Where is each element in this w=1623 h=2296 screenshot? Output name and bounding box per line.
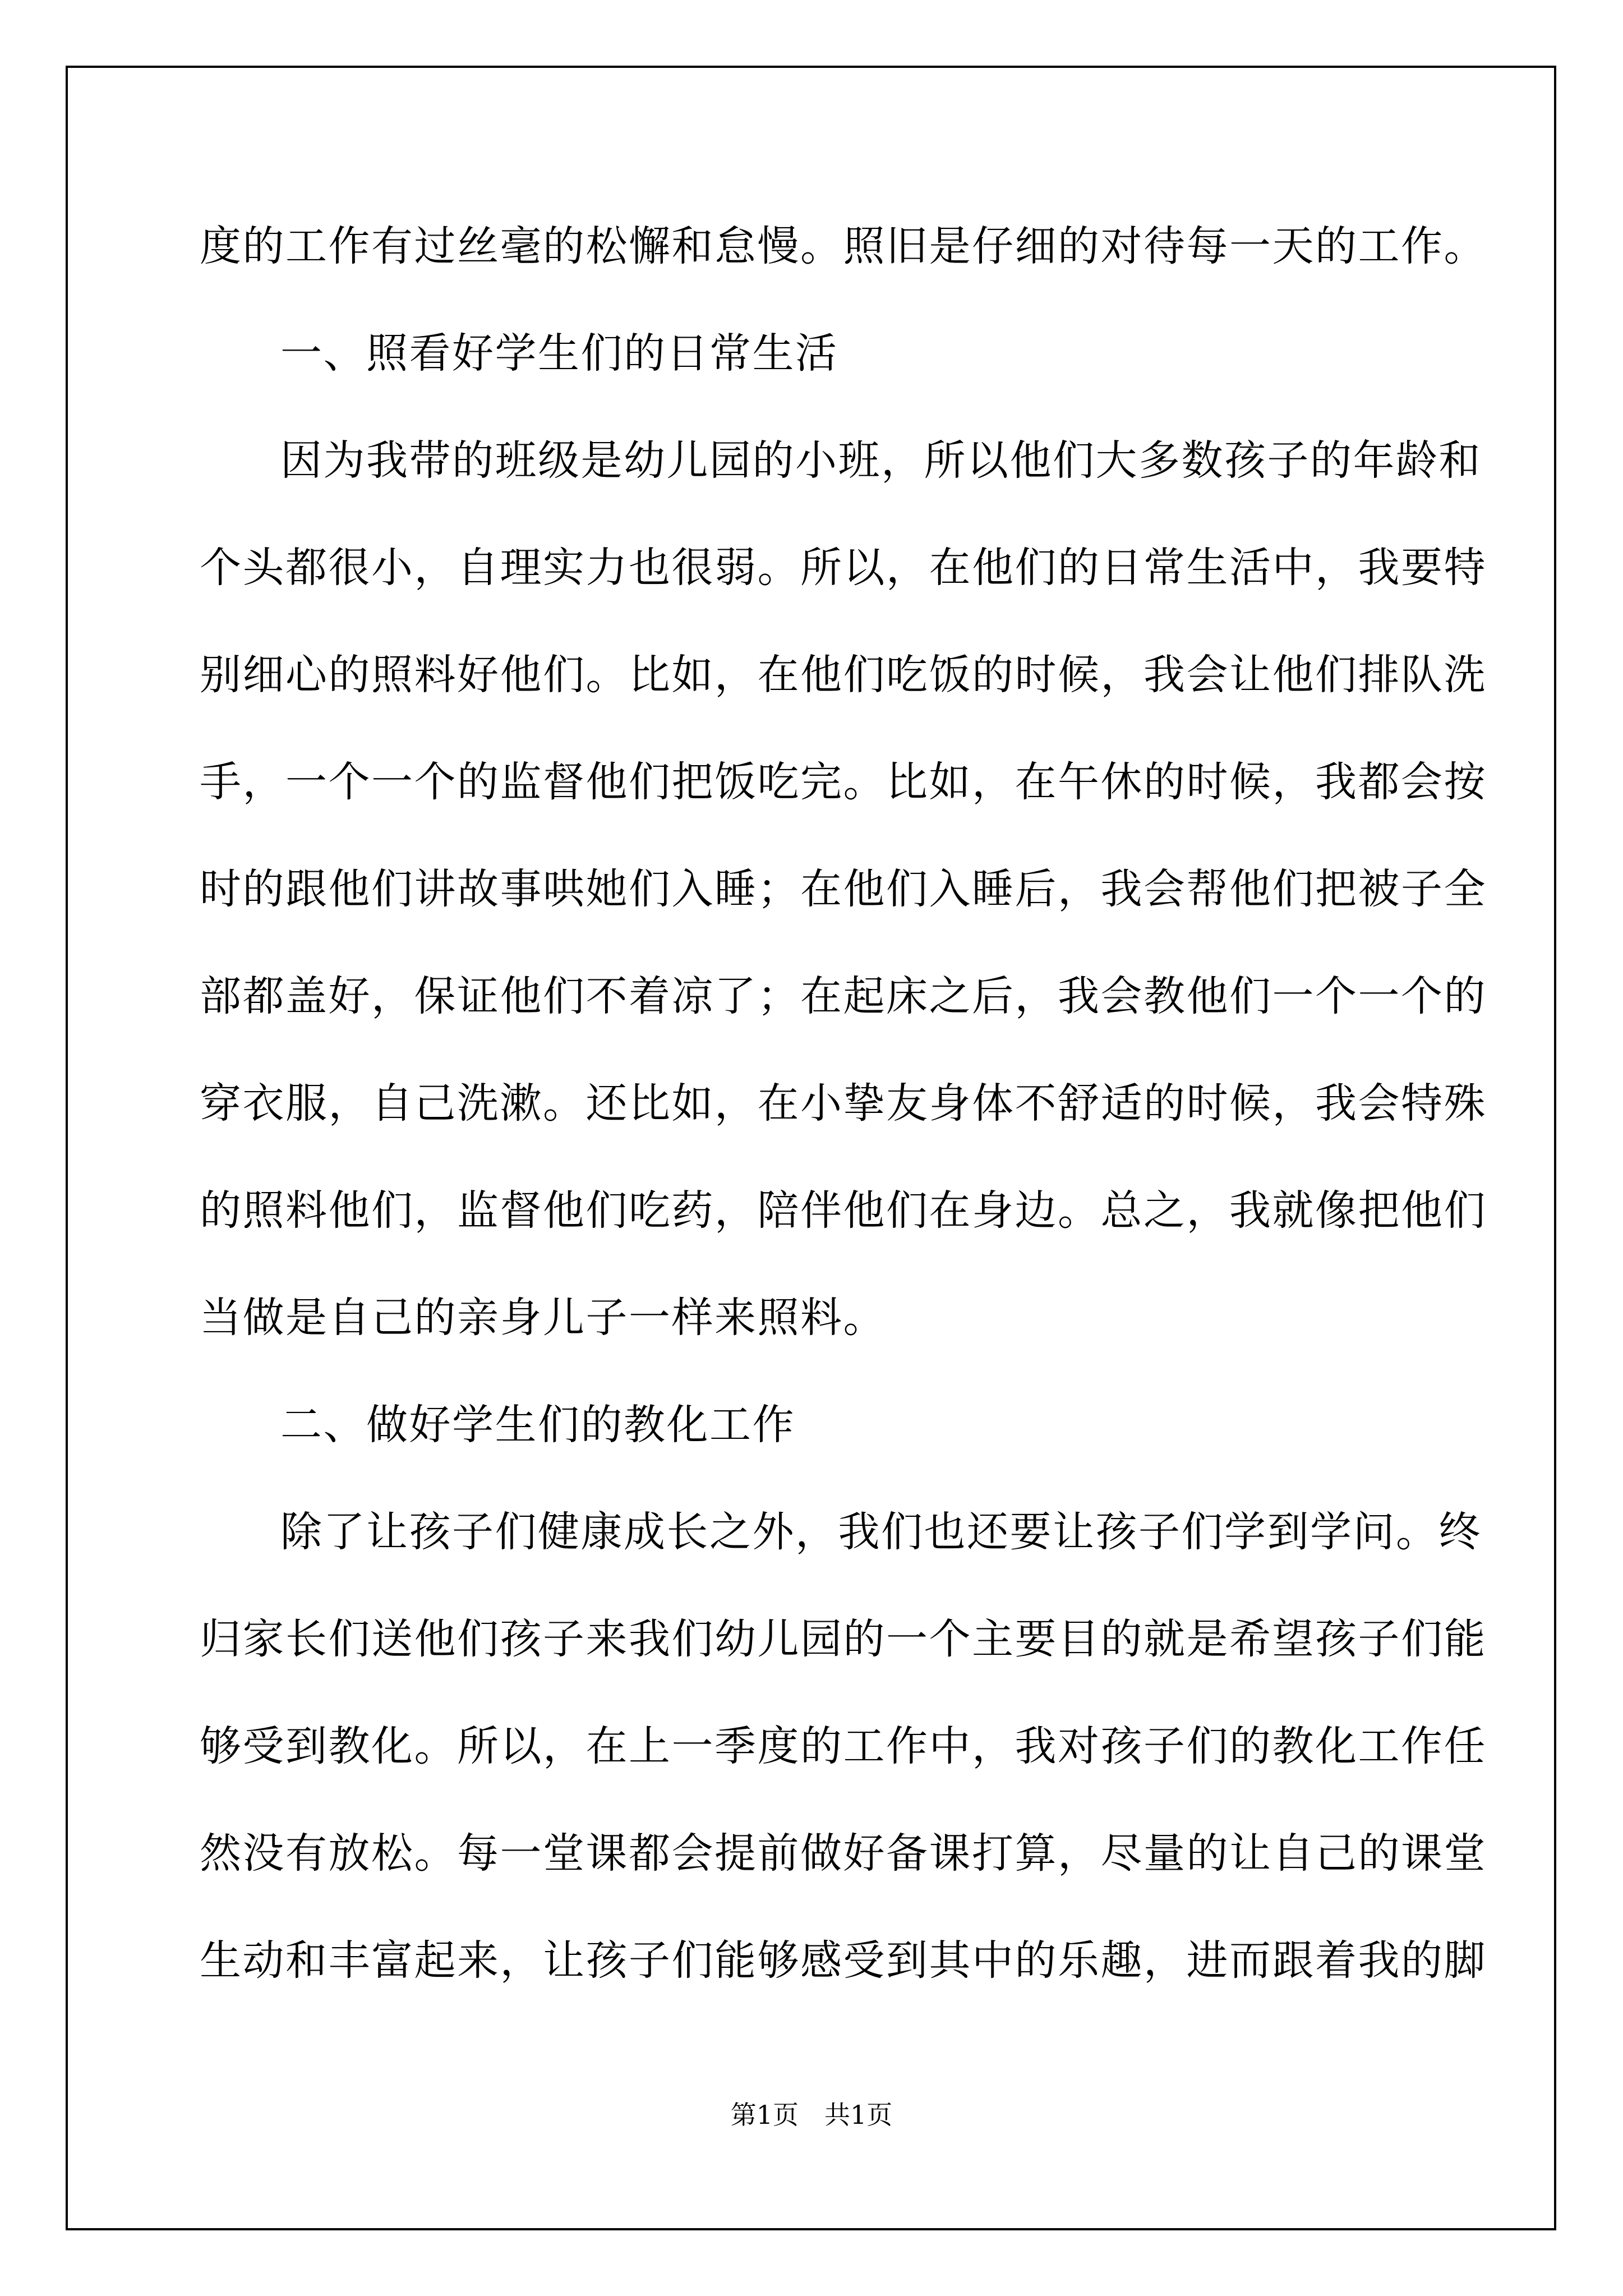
- page-number: 第1页 共1页: [730, 2100, 893, 2130]
- text-line: 除了让孩子们健康成长之外，我们也还要让孩子们学到学问。终: [280, 1508, 1482, 1556]
- text-line: 生动和丰富起来，让孩子们能够感受到其中的乐趣，进而跟着我的脚: [200, 1936, 1487, 1985]
- text-line: 别细心的照料好他们。比如，在他们吃饭的时候，我会让他们排队洗: [200, 651, 1487, 699]
- text-line: 然没有放松。每一堂课都会提前做好备课打算，尽量的让自己的课堂: [200, 1829, 1487, 1878]
- text-line: 归家长们送他们孩子来我们幼儿园的一个主要目的就是希望孩子们能: [200, 1615, 1487, 1663]
- text-line: 部都盖好，保证他们不着凉了；在起床之后，我会教他们一个一个的: [200, 972, 1487, 1020]
- text-line: 因为我带的班级是幼儿园的小班，所以他们大多数孩子的年龄和: [280, 436, 1482, 485]
- text-line: 穿衣服，自己洗漱。还比如，在小挚友身体不舒适的时候，我会特殊: [200, 1079, 1487, 1128]
- document-body: [200, 193, 1487, 2014]
- text-line: 够受到教化。所以，在上一季度的工作中，我对孩子们的教化工作任: [200, 1722, 1487, 1770]
- text-line: 一、照看好学生们的日常生活: [280, 329, 838, 378]
- text-line: 度的工作有过丝毫的松懈和怠慢。照旧是仔细的对待每一天的工作。: [200, 222, 1487, 270]
- text-line: 二、做好学生们的教化工作: [280, 1401, 795, 1449]
- text-line: 的照料他们，监督他们吃药，陪伴他们在身边。总之，我就像把他们: [200, 1186, 1487, 1235]
- text-line: 当做是自己的亲身儿子一样来照料。: [200, 1294, 886, 1342]
- text-line: 手，一个一个的监督他们把饭吃完。比如，在午休的时候，我都会按: [200, 758, 1487, 806]
- text-line: 个头都很小，自理实力也很弱。所以，在他们的日常生活中，我要特: [200, 544, 1487, 592]
- text-line: 时的跟他们讲故事哄她们入睡；在他们入睡后，我会帮他们把被子全: [200, 865, 1487, 913]
